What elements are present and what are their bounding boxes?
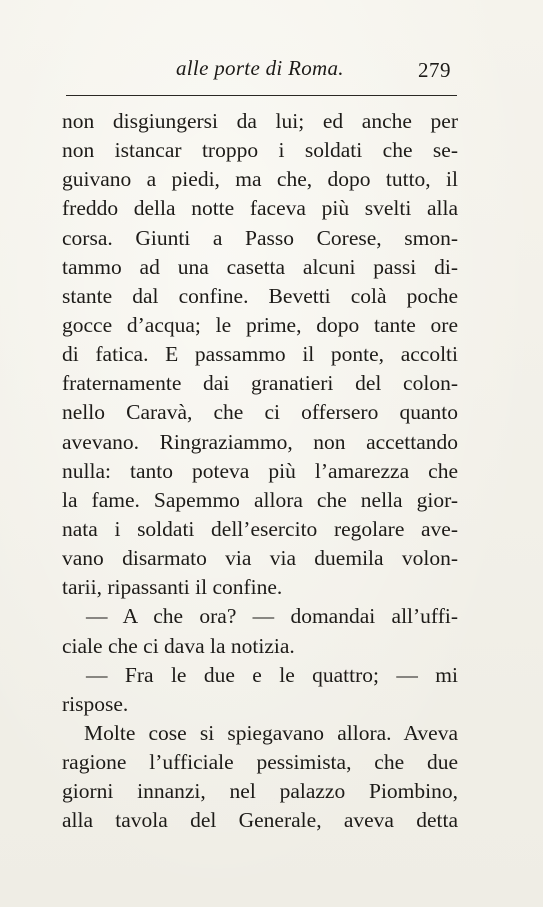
page-number: 279	[418, 58, 451, 82]
text-line: di fatica. E passammo il ponte, accolti	[62, 342, 458, 367]
text-line: freddo della notte faceva più svelti alla	[62, 196, 458, 221]
running-head	[0, 56, 543, 86]
text-line: nulla: tanto poteva più l’amarezza che	[62, 458, 458, 483]
dialogue-line: — Fra le due e le quattro; — mi	[86, 662, 458, 687]
paragraph-end-line: tarii, ripassanti il confine.	[62, 575, 283, 600]
paragraph-start-line: Molte cose si spiegavano allora. Aveva	[84, 720, 458, 745]
text-line: nello Caravà, che ci offersero quanto	[62, 400, 458, 425]
text-line: ragione l’ufficiale pessimista, che due	[62, 750, 458, 775]
text-line: tammo ad una casetta alcuni passi di-	[62, 254, 458, 279]
text-line: giorni innanzi, nel palazzo Piombino,	[62, 779, 458, 804]
text-line: non disgiungersi da lui; ed anche per	[62, 109, 458, 133]
text-line: gocce d’acqua; le prime, dopo tante ore	[62, 312, 458, 337]
text-line: avevano. Ringraziammo, non accettando	[62, 429, 458, 454]
paragraph-end-line: rispose.	[62, 691, 129, 716]
text-line: corsa. Giunti a Passo Corese, smon-	[62, 225, 458, 250]
paragraph-end-line: ciale che ci dava la notizia.	[62, 633, 295, 658]
text-line: stante dal confine. Bevetti colà poche	[62, 283, 458, 308]
text-line: guivano a piedi, ma che, dopo tutto, il	[62, 167, 458, 192]
text-line: fraternamente dai granatieri del colon-	[62, 371, 458, 396]
text-line: nata i soldati dell’esercito regolare ave-	[62, 516, 458, 541]
body-text	[62, 107, 458, 836]
text-line: alla tavola del Generale, aveva detta	[62, 808, 458, 833]
text-line: vano disarmato via via duemila volon-	[62, 546, 458, 571]
text-line: la fame. Sapemmo allora che nella gior-	[62, 487, 458, 512]
header-rule	[66, 95, 457, 96]
running-title: alle porte di Roma.	[176, 56, 344, 80]
dialogue-line: — A che ora? — domandai all’uffi-	[86, 604, 458, 629]
text-line: non istancar troppo i soldati che se-	[62, 138, 458, 163]
